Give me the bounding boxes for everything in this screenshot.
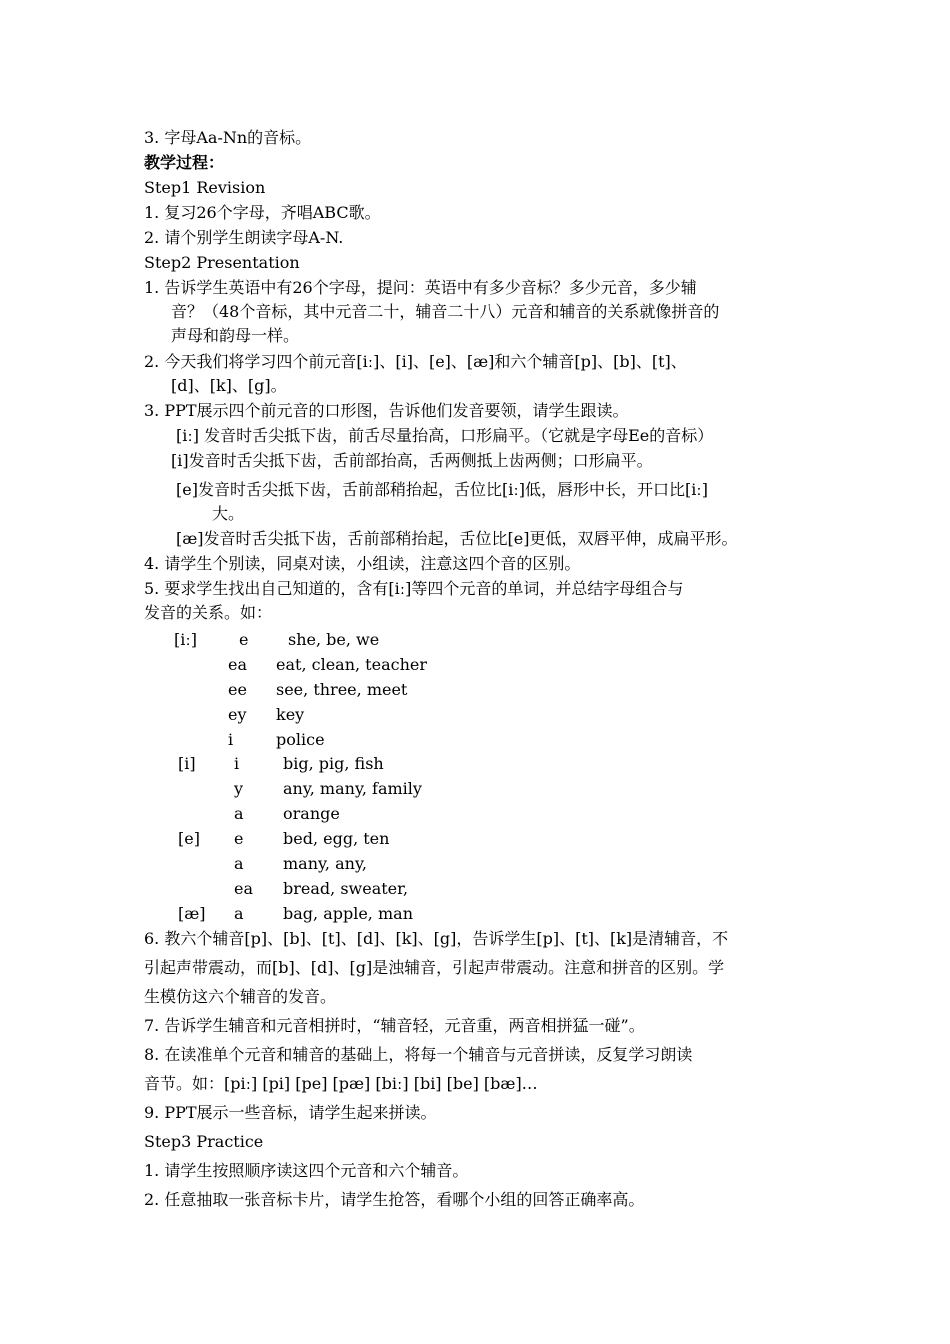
section-heading-teaching-process: 教学过程：: [144, 153, 225, 172]
example-words: bed, egg, ten: [283, 829, 390, 848]
example-words: see, three, meet: [276, 680, 408, 699]
example-words: eat, clean, teacher: [276, 655, 427, 674]
vowel-desc-ii: [iː] 发音时舌尖抵下齿，前舌尽量抬高，口形扁平。（它就是字母Ee的音标）: [176, 426, 714, 445]
example-words: bag, apple, man: [283, 904, 413, 923]
step2-item-4: 4. 请学生个别读，同桌对读，小组读，注意这四个音的区别。: [144, 554, 581, 573]
step1-heading: Step1 Revision: [144, 178, 266, 197]
step2-item-2-line-2: [d]、[k]、[g]。: [171, 376, 287, 395]
step2-item-2-line-1: 2. 今天我们将学习四个前元音[iː]、[i]、[e]、[æ]和六个辅音[p]、[b]、[t]、: [144, 352, 687, 371]
letter-group: e: [239, 630, 249, 649]
step2-item-6-line-2: 引起声带震动，而[b]、[d]、[g]是浊辅音，引起声带震动。注意和拼音的区别。学: [144, 958, 725, 977]
step3-item-2: 2. 任意抽取一张音标卡片，请学生抢答，看哪个小组的回答正确率高。: [144, 1190, 645, 1209]
letter-group: y: [234, 779, 244, 798]
step2-item-6-line-3: 生模仿这六个辅音的发音。: [144, 987, 337, 1006]
vowel-desc-ae: [æ]发音时舌尖抵下齿，舌前部稍抬起，舌位比[e]更低，双唇平伸，成扁平形。: [176, 529, 738, 548]
step2-item-5-line-2: 发音的关系。如：: [144, 603, 273, 622]
example-words: bread, sweater,: [283, 879, 409, 898]
step3-heading: Step3 Practice: [144, 1132, 264, 1151]
letter-group: a: [234, 904, 244, 923]
letter-group: ea: [228, 655, 248, 674]
step2-item-1-line-3: 声母和韵母一样。: [171, 326, 300, 345]
objective-line-3: 3. 字母Aa-Nn的音标。: [144, 128, 312, 147]
letter-group: i: [234, 754, 240, 773]
step1-item-2: 2. 请个别学生朗读字母A-N.: [144, 228, 344, 247]
step3-item-1: 1. 请学生按照顺序读这四个元音和六个辅音。: [144, 1161, 469, 1180]
example-words: orange: [283, 804, 340, 823]
step2-item-1-line-1: 1. 告诉学生英语中有26个字母，提问：英语中有多少音标？多少元音，多少辅: [144, 278, 697, 297]
vowel-desc-i: [i]发音时舌尖抵下齿，舌前部抬高，舌两侧抵上齿两侧；口形扁平。: [171, 451, 653, 470]
example-words: she, be, we: [288, 630, 380, 649]
sound-label: [iː]: [174, 630, 197, 649]
example-words: any, many, family: [283, 779, 422, 798]
vowel-desc-e-line-1: [e]发音时舌尖抵下齿，舌前部稍抬起，舌位比[iː]低，唇形中长，开口比[iː]: [176, 480, 708, 499]
letter-group: a: [234, 804, 244, 823]
sound-label: [i]: [178, 754, 196, 773]
letter-group: e: [234, 829, 244, 848]
sound-label: [æ]: [178, 904, 206, 923]
vowel-desc-e-line-2: 大。: [212, 504, 245, 523]
step2-item-8-line-1: 8. 在读准单个元音和辅音的基础上，将每一个辅音与元音拼读，反复学习朗读: [144, 1045, 693, 1064]
example-words: many, any,: [283, 854, 367, 873]
letter-group: a: [234, 854, 244, 873]
example-words: key: [276, 705, 305, 724]
example-words: big, pig, fish: [283, 754, 384, 773]
sound-label: [e]: [178, 829, 200, 848]
step2-item-5-line-1: 5. 要求学生找出自己知道的，含有[iː]等四个元音的单词，并总结字母组合与: [144, 579, 684, 598]
step2-item-1-line-2: 音？（48个音标，其中元音二十，辅音二十八）元音和辅音的关系就像拼音的: [171, 302, 720, 321]
letter-group: ey: [228, 705, 247, 724]
letter-group: i: [228, 730, 234, 749]
step2-item-9: 9. PPT展示一些音标，请学生起来拼读。: [144, 1103, 437, 1122]
step2-heading: Step2 Presentation: [144, 253, 300, 272]
step2-item-3: 3. PPT展示四个前元音的口形图，告诉他们发音要领，请学生跟读。: [144, 401, 629, 420]
step1-item-1: 1. 复习26个字母，齐唱ABC歌。: [144, 203, 381, 222]
step2-item-6-line-1: 6. 教六个辅音[p]、[b]、[t]、[d]、[k]、[g]，告诉学生[p]、[t]、[k]是清辅音，不: [144, 929, 729, 948]
example-words: police: [276, 730, 325, 749]
step2-item-8-line-2: 音节。如：[piː] [pi] [pe] [pæ] [biː] [bi] [be] [bæ]…: [144, 1074, 538, 1093]
step2-item-7: 7. 告诉学生辅音和元音相拼时，“辅音轻，元音重，两音相拼猛一碰”。: [144, 1016, 645, 1035]
letter-group: ea: [234, 879, 254, 898]
letter-group: ee: [228, 680, 247, 699]
